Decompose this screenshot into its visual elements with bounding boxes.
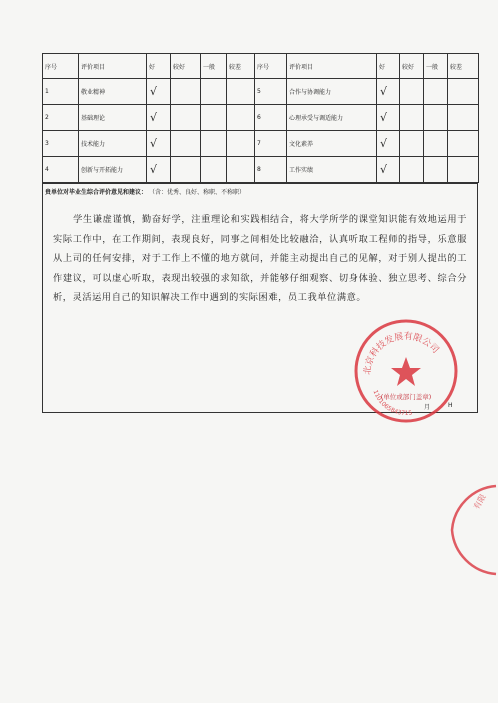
check-mark: √ (377, 79, 400, 105)
empty-cell (400, 157, 424, 183)
evaluation-title-note: （含：优秀、良好、称职、不称职） (148, 189, 245, 196)
evaluation-item: 创新与开拓能力 (79, 157, 147, 183)
header-cell: 较差 (448, 54, 479, 79)
empty-cell (171, 131, 201, 157)
check-mark: √ (377, 105, 400, 131)
check-mark: √ (147, 131, 171, 157)
empty-cell (227, 105, 255, 131)
row-number: 4 (43, 157, 79, 183)
row-number: 1 (43, 79, 79, 105)
row-number: 2 (43, 105, 79, 131)
empty-cell (227, 131, 255, 157)
empty-cell (448, 105, 479, 131)
svg-text:有限: 有限 (471, 492, 488, 511)
empty-cell (448, 131, 479, 157)
evaluation-item: 敬业精神 (79, 79, 147, 105)
seal-label: (单位或部门盖章) (380, 393, 432, 401)
header-cell: 一般 (424, 54, 448, 79)
evaluation-item: 文化素养 (287, 131, 377, 157)
company-seal-icon (350, 315, 462, 427)
empty-cell (171, 79, 201, 105)
table-row (43, 79, 479, 105)
row-number: 6 (255, 105, 287, 131)
empty-cell (227, 157, 255, 183)
row-number: 8 (255, 157, 287, 183)
empty-cell (201, 79, 227, 105)
row-number: 5 (255, 79, 287, 105)
evaluation-title (45, 187, 245, 196)
header-cell: 评价项目 (79, 54, 147, 79)
evaluation-item: 合作与协调能力 (287, 79, 377, 105)
header-cell: 好 (147, 54, 171, 79)
check-mark: √ (147, 79, 171, 105)
empty-cell (400, 105, 424, 131)
empty-cell (424, 79, 448, 105)
empty-cell (424, 157, 448, 183)
row-number: 7 (255, 131, 287, 157)
table-row (43, 105, 479, 131)
check-mark: √ (147, 157, 171, 183)
header-cell: 较好 (400, 54, 424, 79)
table-header-row (43, 54, 479, 79)
empty-cell (448, 157, 479, 183)
check-mark: √ (377, 157, 400, 183)
header-cell: 序号 (255, 54, 287, 79)
empty-cell (227, 79, 255, 105)
empty-cell (201, 131, 227, 157)
empty-cell (201, 105, 227, 131)
evaluation-title-text: 贵单位对毕业生综合评价意见和建议： (45, 189, 148, 196)
evaluation-table (42, 53, 479, 183)
empty-cell (424, 105, 448, 131)
header-cell: 评价项目 (287, 54, 377, 79)
empty-cell (448, 79, 479, 105)
header-cell: 序号 (43, 54, 79, 79)
header-cell: 较差 (227, 54, 255, 79)
evaluation-item: 心理承受与调适能力 (287, 105, 377, 131)
date-mark-day: H (448, 402, 453, 409)
evaluation-item: 工作实绩 (287, 157, 377, 183)
seal-number: 1101065843715 (371, 389, 413, 418)
evaluation-comment-text: 学生谦虚谨慎，勤奋好学，注重理论和实践相结合，将大学所学的课堂知识能有效地运用于实际工作中，在工作期间，表现良好，同事之间相处比较融洽，认真听取工程师的指导，乐意服从上司的任何安排，对于工作上不懂的地方就问，并能主动提出自己的见解，对于别人提出的工作建议，可以虚心听取，表现出较强的求知欲，并能够仔细观察、切身体验、独立思考、综合分析，灵活运用自己的知识解决工作中遇到的实际困难，员工我单位满意。 (53, 214, 467, 303)
empty-cell (424, 131, 448, 157)
table-row (43, 157, 479, 183)
empty-cell (400, 79, 424, 105)
empty-cell (201, 157, 227, 183)
empty-cell (400, 131, 424, 157)
row-number: 3 (43, 131, 79, 157)
empty-cell (171, 105, 201, 131)
check-mark: √ (147, 105, 171, 131)
check-mark: √ (377, 131, 400, 157)
date-mark-month: 月 (424, 404, 431, 411)
evaluation-comment (53, 210, 467, 308)
partial-seal-icon (438, 480, 498, 580)
table-row (43, 131, 479, 157)
evaluation-item: 基础理论 (79, 105, 147, 131)
header-cell: 一般 (201, 54, 227, 79)
header-cell: 较好 (171, 54, 201, 79)
seal-ring-text: 北京科技发展有限公司 (362, 331, 441, 376)
header-cell: 好 (377, 54, 400, 79)
empty-cell (171, 157, 201, 183)
evaluation-item: 技术能力 (79, 131, 147, 157)
